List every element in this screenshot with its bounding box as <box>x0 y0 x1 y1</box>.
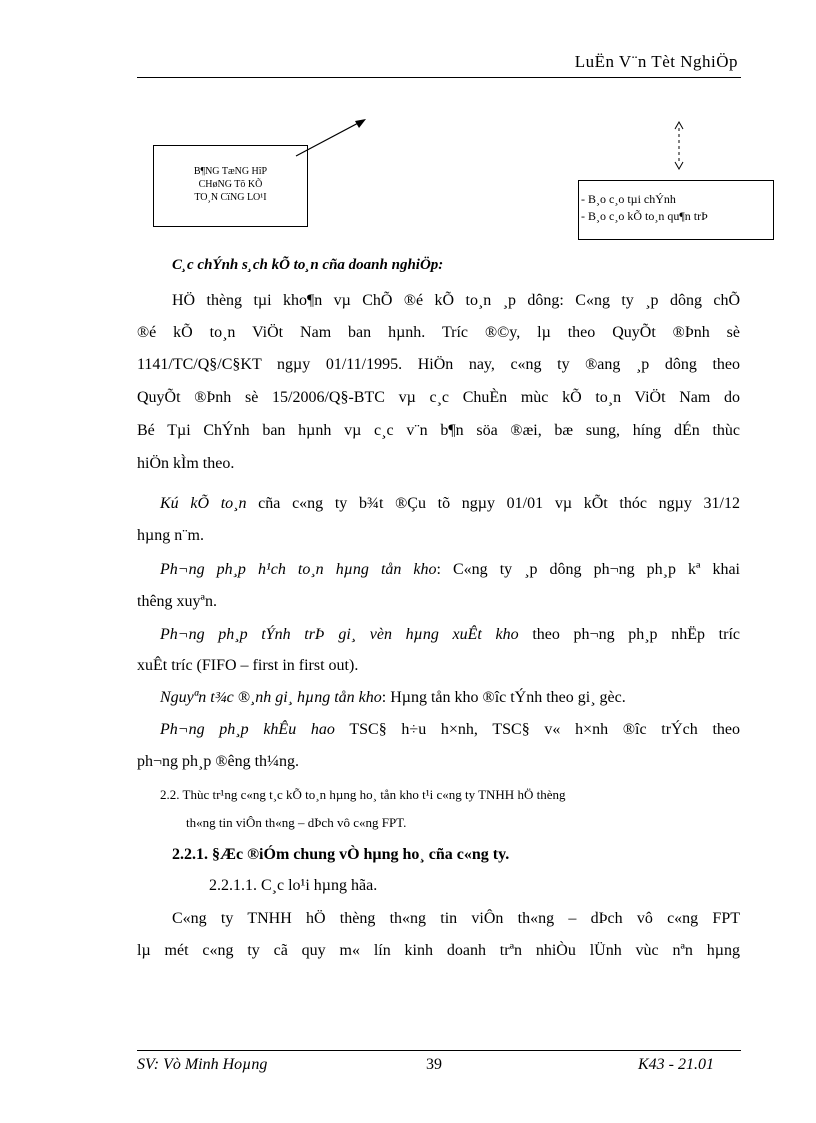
diagonal-arrowhead <box>355 119 366 128</box>
box-line: - B¸o c¸o tµi chÝnh <box>581 192 676 206</box>
policies-heading: C¸c chÝnh s¸ch kÕ to¸n cña doanh nghiÖp: <box>172 257 444 273</box>
text-line: 1141/TC/Q§/C§KT ngµy 01/11/1995. HiÖn nay, c«ng ty ®ang ¸p dông theo <box>137 356 740 373</box>
valuation-principle-text: : Hµng tån kho ®îc tÝnh theo gi¸ gèc. <box>381 689 626 706</box>
valuation-principle-label: Nguyªn t¾c ®¸nh gi¸ hµng tån kho <box>160 689 382 706</box>
text-line: hµng n¨m. <box>137 527 204 544</box>
box-line: CHøNG Tõ KÕ <box>198 179 263 190</box>
accounting-period-line <box>160 495 740 513</box>
depreciation-text: TSC§ h÷u h×nh, TSC§ v« h×nh ®îc trÝch theo <box>334 721 740 738</box>
depreciation-line <box>160 721 740 739</box>
text-line: QuyÕt ®Þnh sè 15/2006/Q§-BTC vµ c¸c ChuÈn mùc kÕ to¸n ViÖt Nam do <box>137 389 740 406</box>
footer-student: SV: Vò Minh Hoµng <box>137 1056 268 1073</box>
section-2-2-title: 2.2. Thùc tr¹ng c«ng t¸c kÕ to¸n hµng ho¸ tån kho t¹i c«ng ty TNHH hÖ thèng <box>160 787 566 802</box>
box-line: - B¸o c¸o kÕ to¸n qu¶n trÞ <box>581 209 708 223</box>
text-line: xuÊt tríc (FIFO – first in first out). <box>137 657 359 674</box>
header-title: LuËn V¨n Tèt NghiÖp <box>574 52 738 71</box>
depreciation-label: Ph¬ng ph¸p khÊu hao <box>160 721 335 738</box>
text-line: lµ mét c«ng ty cã quy m« lín kinh doanh trªn nhiÒu lÜnh vùc nªn hµng <box>137 942 740 959</box>
text-line: Bé Tµi ChÝnh ban hµnh vµ c¸c v¨n b¶n söa ®æi, bæ sung, híng dÉn thùc <box>137 422 740 439</box>
valuation-principle-line <box>160 689 816 707</box>
dashed-arrowhead-up <box>675 122 683 129</box>
text-line: C«ng ty TNHH hÖ thèng th«ng tin viÔn th«ng – dÞch vô c«ng FPT <box>172 910 740 927</box>
inventory-method-text: : C«ng ty ¸p dông ph¬ng ph¸p kª khai <box>436 561 740 578</box>
period-text: cña c«ng ty b¾t ®Çu tõ ngµy 01/01 vµ kÕt thóc ngµy 31/12 <box>246 495 740 512</box>
section-2-2-1-1-heading: 2.2.1.1. C¸c lo¹i hµng hãa. <box>209 877 378 894</box>
section-2-2-1-heading: 2.2.1. §Æc ®iÓm chung vÒ hµng ho¸ cña c«ng ty. <box>172 846 510 863</box>
outbound-value-label: Ph¬ng ph¸p tÝnh trÞ gi¸ vèn hµng xuÊt kho <box>160 626 519 643</box>
footer-rule <box>137 1050 741 1051</box>
box-line: B¶NG TæNG HîP <box>193 166 268 177</box>
text-line: thêng xuyªn. <box>137 593 217 610</box>
page-number: 39 <box>426 1056 442 1073</box>
outbound-value-text: theo ph¬ng ph¸p nhËp tríc <box>518 626 740 643</box>
box-line: TO¸N CïNG LO¹I <box>194 192 267 203</box>
text-line: ®é kÕ to¸n ViÖt Nam ban hµnh. Tríc ®©y, lµ theo QuyÕt ®Þnh sè <box>137 324 740 341</box>
reports-box <box>578 180 774 240</box>
dashed-arrowhead-down <box>675 162 683 169</box>
period-label: Kú kÕ to¸n <box>160 495 247 512</box>
text-line: ph¬ng ph¸p ®êng th¼ng. <box>137 753 300 770</box>
text-line: hiÖn kÌm theo. <box>137 455 235 472</box>
outbound-value-line <box>160 626 740 644</box>
section-2-2-title-cont: th«ng tin viÔn th«ng – dÞch vô c«ng FPT. <box>186 815 407 830</box>
inventory-method-line <box>160 561 740 579</box>
footer-class-code: K43 - 21.01 <box>638 1056 714 1073</box>
summary-voucher-box <box>153 145 308 227</box>
inventory-method-label: Ph¬ng ph¸p h¹ch to¸n hµng tån kho <box>160 561 437 578</box>
text-line: HÖ thèng tµi kho¶n vµ ChÕ ®é kÕ to¸n ¸p dông: C«ng ty ¸p dông chÕ <box>172 292 740 309</box>
